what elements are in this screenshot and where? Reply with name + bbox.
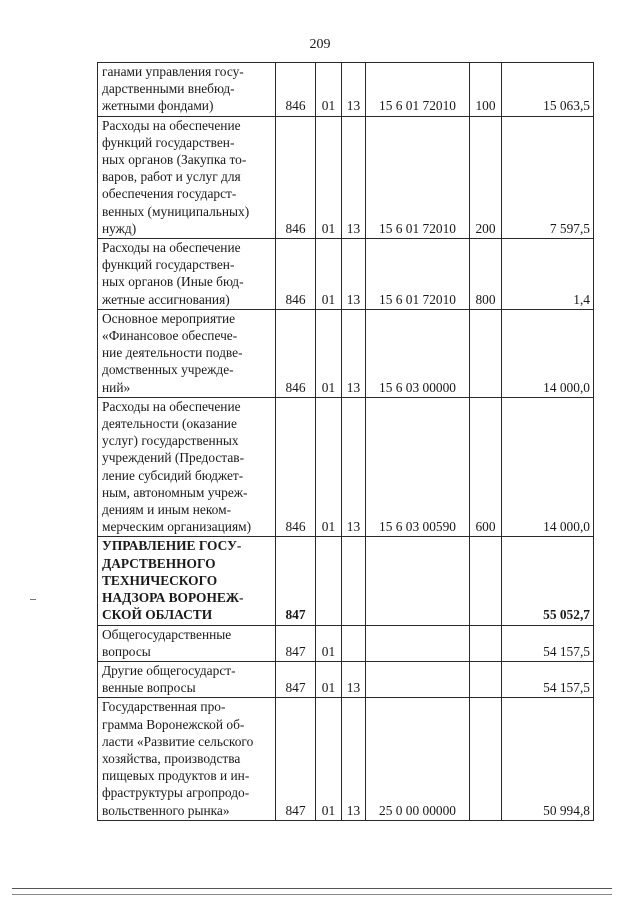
cell-pr: 13 — [342, 661, 366, 697]
budget-table — [97, 62, 594, 821]
cell-pr: 13 — [342, 239, 366, 310]
cell-csr: 15 6 01 72010 — [366, 239, 470, 310]
cell-rz: 01 — [316, 625, 342, 661]
cell-rz — [316, 537, 342, 625]
table-row — [98, 537, 594, 625]
cell-pr: 13 — [342, 309, 366, 397]
cell-vr — [470, 661, 502, 697]
cell-vr — [470, 698, 502, 820]
cell-amount: 55 052,7 — [502, 537, 594, 625]
cell-vr: 200 — [470, 116, 502, 238]
row-name: Другие общегосударст- венные вопросы — [98, 661, 276, 697]
cell-csr — [366, 537, 470, 625]
cell-vr — [470, 537, 502, 625]
cell-amount: 14 000,0 — [502, 397, 594, 537]
row-name: Основное мероприятие «Финансовое обеспече- ние деятельности подве- домственных учрежде- ний» — [98, 309, 276, 397]
cell-rz: 01 — [316, 397, 342, 537]
cell-rz: 01 — [316, 239, 342, 310]
cell-vr: 800 — [470, 239, 502, 310]
cell-ved: 846 — [276, 116, 316, 238]
cell-rz: 01 — [316, 116, 342, 238]
cell-amount: 54 157,5 — [502, 625, 594, 661]
cell-csr — [366, 661, 470, 697]
cell-csr — [366, 625, 470, 661]
cell-vr: 600 — [470, 397, 502, 537]
cell-rz: 01 — [316, 63, 342, 117]
cell-ved: 847 — [276, 661, 316, 697]
bottom-rule-secondary — [12, 894, 612, 895]
cell-rz: 01 — [316, 661, 342, 697]
cell-csr: 25 0 00 00000 — [366, 698, 470, 820]
table-row — [98, 661, 594, 697]
table-row — [98, 397, 594, 537]
cell-ved: 847 — [276, 537, 316, 625]
cell-csr: 15 6 01 72010 — [366, 116, 470, 238]
table-row — [98, 116, 594, 238]
cell-csr: 15 6 03 00000 — [366, 309, 470, 397]
page-number: 209 — [309, 37, 331, 52]
table-row — [98, 309, 594, 397]
row-name: УПРАВЛЕНИЕ ГОСУ- ДАРСТВЕННОГО ТЕХНИЧЕСКОГО НАДЗОРА ВОРОНЕЖ- СКОЙ ОБЛАСТИ — [98, 537, 276, 625]
cell-amount: 15 063,5 — [502, 63, 594, 117]
cell-ved: 847 — [276, 698, 316, 820]
cell-ved: 847 — [276, 625, 316, 661]
row-name: Расходы на обеспечение функций государствен- ных органов (Иные бюд- жетные ассигнования) — [98, 239, 276, 310]
table-row — [98, 625, 594, 661]
cell-pr — [342, 625, 366, 661]
row-name: ганами управления госу- дарственными внебюд- жетными фондами) — [98, 63, 276, 117]
table-row — [98, 63, 594, 117]
table-row — [98, 698, 594, 820]
cell-amount: 7 597,5 — [502, 116, 594, 238]
cell-amount: 54 157,5 — [502, 661, 594, 697]
cell-pr: 13 — [342, 63, 366, 117]
cell-ved: 846 — [276, 309, 316, 397]
cell-rz: 01 — [316, 309, 342, 397]
margin-mark — [30, 599, 36, 600]
cell-csr: 15 6 03 00590 — [366, 397, 470, 537]
cell-amount: 14 000,0 — [502, 309, 594, 397]
row-name: Государственная про- грамма Воронежской об- ласти «Развитие сельского хозяйства, производства пищевых продуктов и ин- фраструктуры агропродо- вольственного рынка» — [98, 698, 276, 820]
cell-amount: 1,4 — [502, 239, 594, 310]
cell-pr: 13 — [342, 397, 366, 537]
cell-vr: 100 — [470, 63, 502, 117]
table-row — [98, 239, 594, 310]
cell-pr: 13 — [342, 698, 366, 820]
cell-ved: 846 — [276, 63, 316, 117]
cell-rz: 01 — [316, 698, 342, 820]
cell-vr — [470, 309, 502, 397]
cell-ved: 846 — [276, 239, 316, 310]
cell-csr: 15 6 01 72010 — [366, 63, 470, 117]
bottom-rule — [12, 888, 612, 889]
cell-vr — [470, 625, 502, 661]
cell-pr: 13 — [342, 116, 366, 238]
row-name: Общегосударственные вопросы — [98, 625, 276, 661]
row-name: Расходы на обеспечение деятельности (оказание услуг) государственных учреждений (Предостав- ление субсидий бюджет- ным, автономным учреж- дениям и иным неком- мерческим организациям) — [98, 397, 276, 537]
cell-pr — [342, 537, 366, 625]
cell-ved: 846 — [276, 397, 316, 537]
cell-amount: 50 994,8 — [502, 698, 594, 820]
budget-table-body — [98, 63, 594, 821]
row-name: Расходы на обеспечение функций государствен- ных органов (Закупка то- варов, работ и услуг для обеспечения государст- венных (муниципальных) нужд) — [98, 116, 276, 238]
